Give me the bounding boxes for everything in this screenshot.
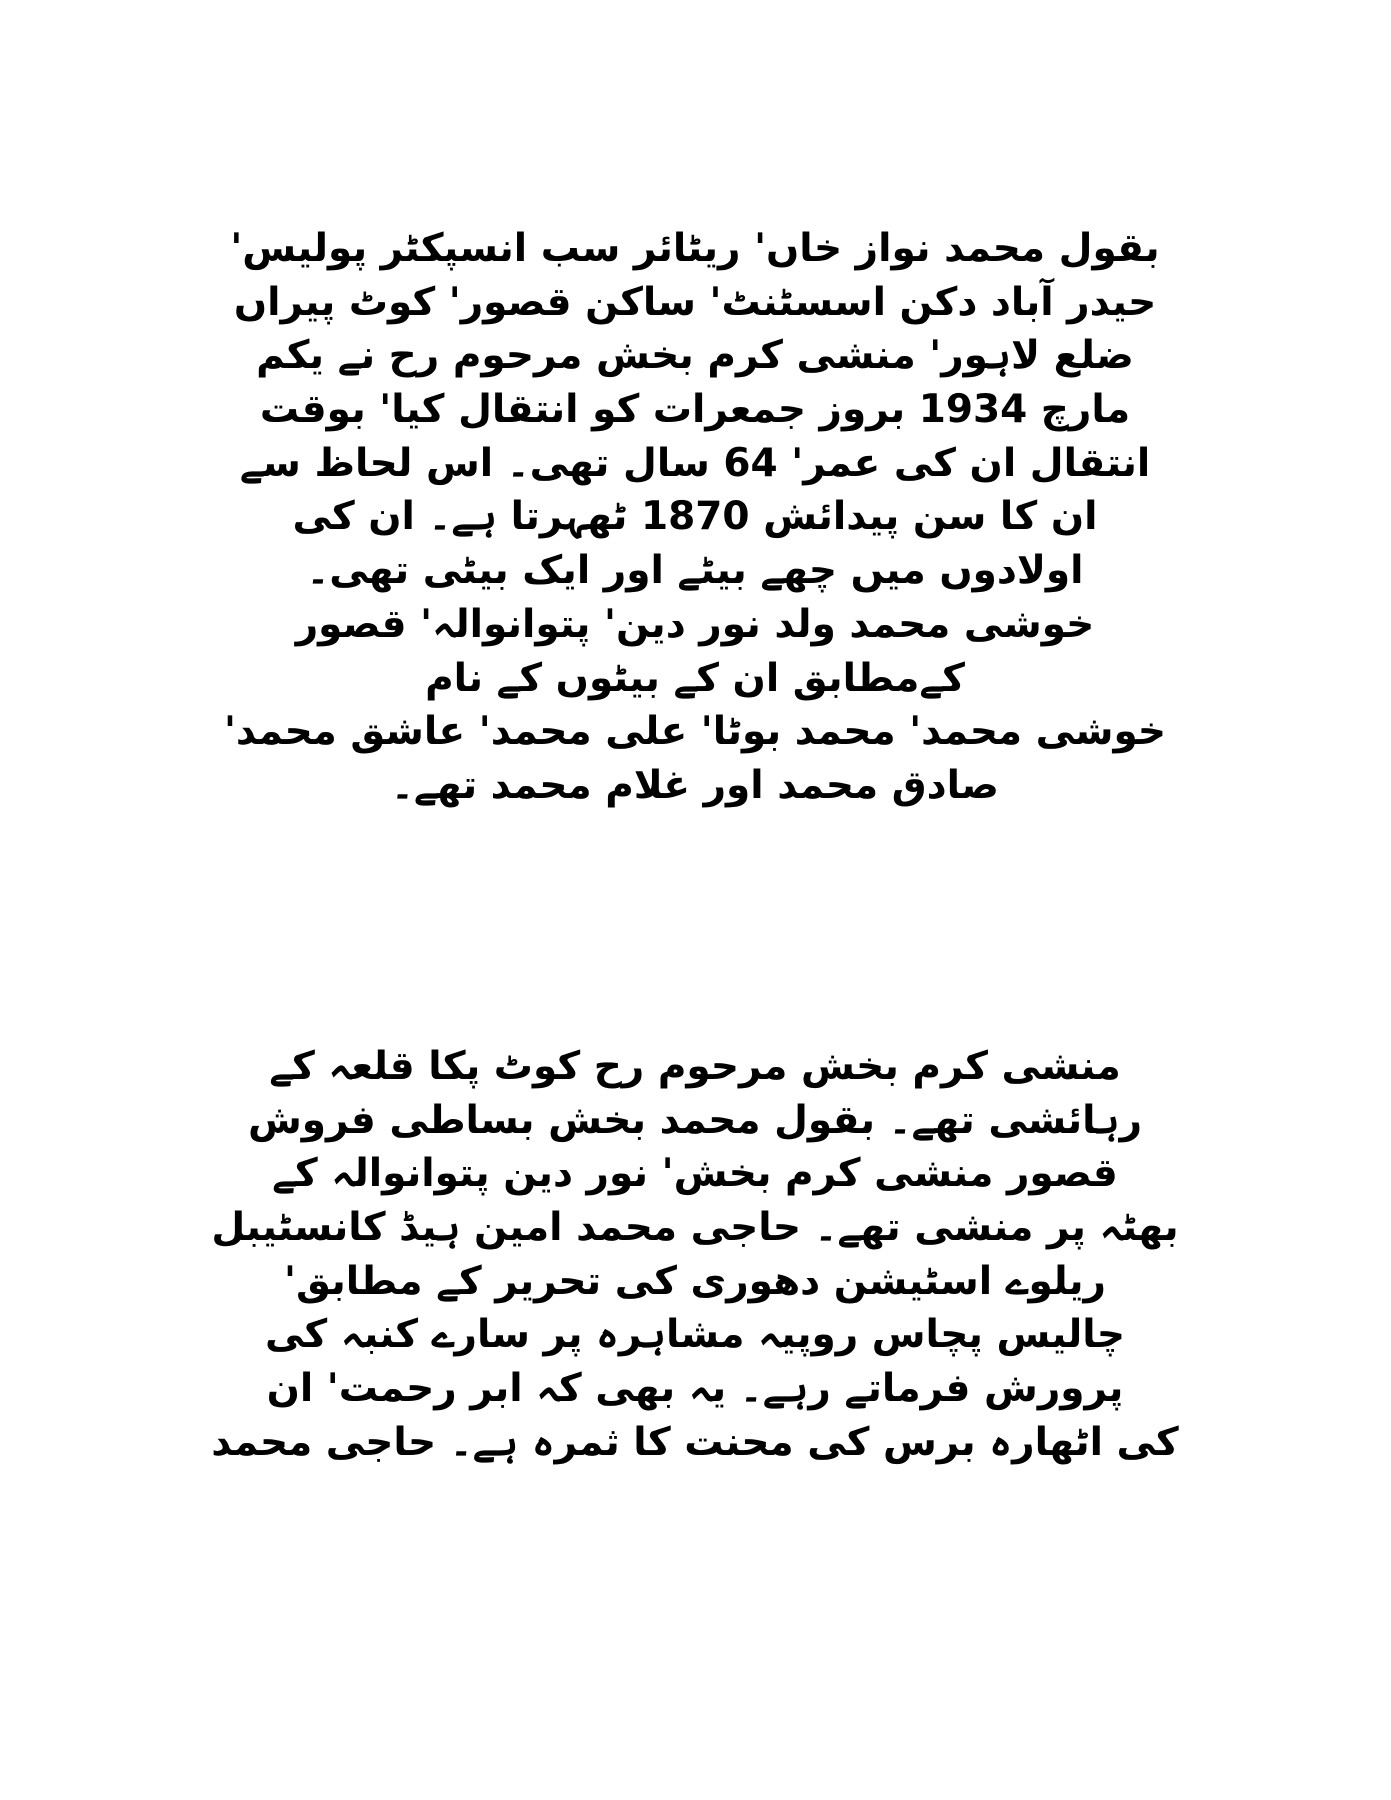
- paragraph-2: [190, 1040, 1200, 1470]
- text-line: ریلوے اسٹیشن دھوری کی تحریر کے مطابق': [284, 1258, 1106, 1304]
- text-line: خوشی محمد ولد نور دین' پتوانوالہ' قصور: [295, 601, 1095, 647]
- text-line: چالیس پچاس روپیہ مشاہرہ پر سارے کنبہ کی: [265, 1312, 1125, 1358]
- text-line: ضلع لاہور' منشی کرم بخش مرحوم رح نے یکم: [256, 333, 1134, 379]
- text-line: ان کا سن پیدائش 1870 ٹھہرتا ہے۔ ان کی: [292, 494, 1098, 540]
- text-line: کےمطابق ان کے بیٹوں کے نام: [425, 655, 965, 701]
- text-line: بقول محمد نواز خاں' ریٹائر سب انسپکٹر پولیس': [230, 226, 1160, 271]
- text-line: انتقال ان کی عمر' 64 سال تھی۔ اس لحاظ سے: [239, 440, 1151, 486]
- text-line: منشی کرم بخش مرحوم رح کوٹ پکا قلعہ کے: [269, 1044, 1121, 1089]
- text-line: صادق محمد اور غلام محمد تھے۔: [391, 762, 999, 808]
- text-line: رہائشی تھے۔ بقول محمد بخش بساطی فروش: [247, 1097, 1143, 1143]
- text-line: حیدر آباد دکن اسسٹنٹ' ساکن قصور' کوٹ پیراں: [233, 279, 1157, 325]
- text-line: مارچ 1934 بروز جمعرات کو انتقال کیا' بوقت: [259, 387, 1131, 433]
- text-line: خوشی محمد' محمد بوٹا' علی محمد' عاشق محمد': [223, 709, 1167, 755]
- text-line: اولادوں میں چھے بیٹے اور ایک بیٹی تھی۔: [306, 548, 1084, 594]
- text-line: قصور منشی کرم بخش' نور دین پتوانوالہ کے: [272, 1151, 1118, 1197]
- text-line: پرورش فرماتے رہے۔ یہ بھی کہ ابر رحمت' ان: [266, 1366, 1124, 1412]
- paragraph-1: [190, 222, 1200, 813]
- text-line: بھٹہ پر منشی تھے۔ حاجی محمد امین ہیڈ کانسٹیبل: [211, 1205, 1179, 1251]
- text-line: کی اٹھارہ برس کی محنت کا ثمرہ ہے۔ حاجی محمد: [211, 1419, 1179, 1465]
